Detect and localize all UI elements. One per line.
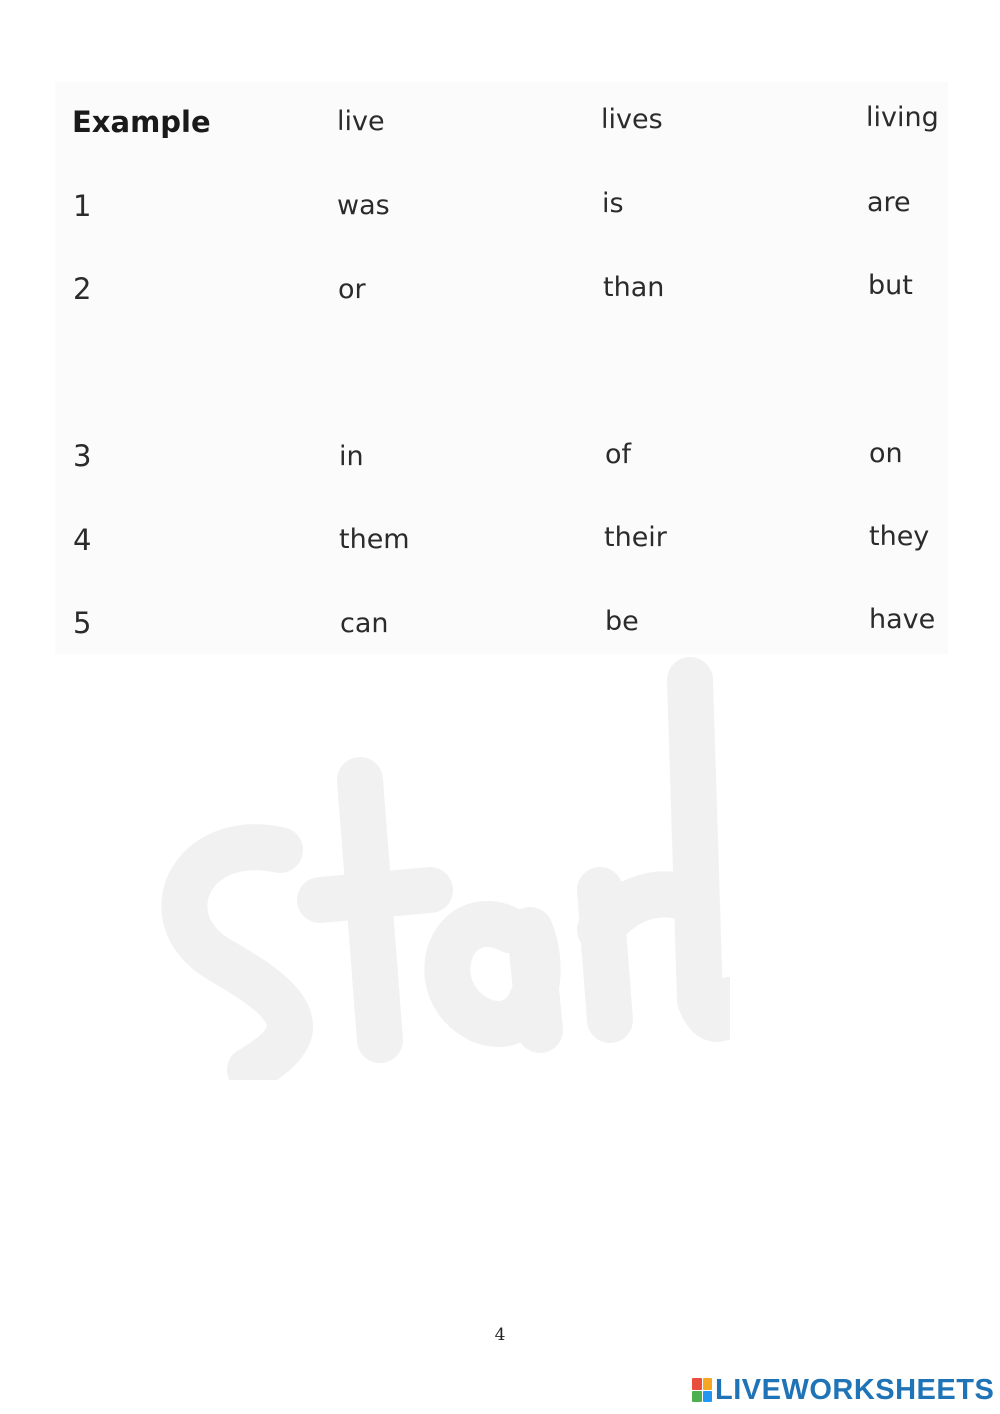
option-word[interactable]: be bbox=[605, 606, 639, 637]
option-word[interactable]: have bbox=[869, 604, 936, 635]
row-label-example: Example bbox=[72, 105, 211, 139]
option-word[interactable]: are bbox=[867, 187, 911, 218]
option-word[interactable]: on bbox=[869, 438, 903, 469]
option-word[interactable]: but bbox=[868, 270, 913, 301]
row-number: 2 bbox=[73, 272, 92, 306]
row-number: 1 bbox=[73, 189, 92, 223]
option-word[interactable]: was bbox=[337, 190, 390, 221]
option-word[interactable]: lives bbox=[601, 104, 663, 135]
liveworksheets-brand[interactable] bbox=[692, 1374, 994, 1406]
option-word[interactable]: is bbox=[602, 188, 624, 219]
brand-name: LIVEWORKSHEETS bbox=[715, 1373, 995, 1406]
option-word[interactable]: than bbox=[603, 272, 665, 303]
option-word[interactable]: in bbox=[339, 441, 364, 472]
option-word[interactable]: of bbox=[605, 439, 632, 470]
option-word[interactable]: them bbox=[339, 524, 410, 555]
watermark-logo bbox=[130, 600, 730, 1080]
row-number: 4 bbox=[73, 523, 92, 557]
option-word[interactable]: they bbox=[869, 521, 930, 552]
page-number: 4 bbox=[494, 1325, 506, 1345]
liveworksheets-logo-icon bbox=[692, 1378, 712, 1402]
option-word[interactable]: their bbox=[604, 522, 667, 553]
word-choice-panel bbox=[55, 82, 948, 654]
option-word[interactable]: can bbox=[340, 608, 389, 639]
option-word[interactable]: live bbox=[337, 106, 385, 137]
row-number: 3 bbox=[73, 439, 92, 473]
option-word[interactable]: living bbox=[866, 102, 939, 133]
row-number: 5 bbox=[73, 606, 92, 640]
option-word[interactable]: or bbox=[338, 274, 366, 305]
